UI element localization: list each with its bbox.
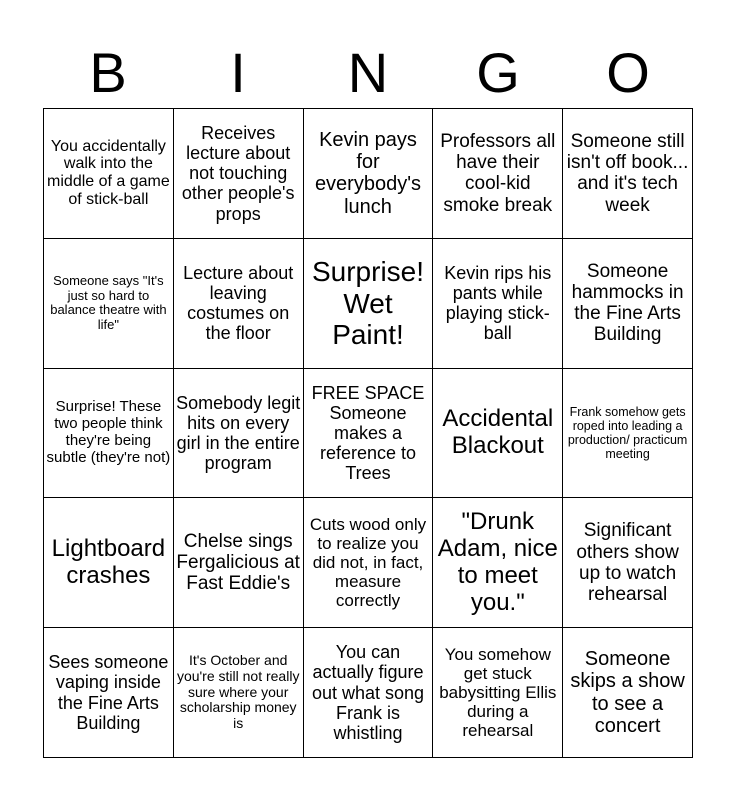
cell-text: Surprise! These two people think they're being subtle (they're not) xyxy=(46,398,171,466)
cell-text: Cuts wood only to realize you did not, in fact, measure correctly xyxy=(309,515,427,611)
cell-text: You can actually figure out what song Frank is whistling xyxy=(311,642,425,743)
cell-text: Accidental Blackout xyxy=(442,405,554,459)
bingo-cell-3-2[interactable] xyxy=(174,369,304,499)
bingo-cell-3-4[interactable] xyxy=(433,369,563,499)
bingo-cell-2-3[interactable] xyxy=(304,239,434,369)
cell-text: Lightboard crashes xyxy=(51,534,166,589)
cell-text: Professors all have their cool-kid smoke break xyxy=(440,130,556,216)
cell-text: Someone hammocks in the Fine Arts Building xyxy=(571,260,684,346)
bingo-cell-1-2[interactable] xyxy=(174,109,304,239)
bingo-grid xyxy=(43,108,693,758)
bingo-cell-4-5[interactable] xyxy=(563,498,693,628)
bingo-cell-3-1[interactable] xyxy=(44,369,174,499)
bingo-header xyxy=(43,38,693,108)
cell-text: Significant others show up to watch rehearsal xyxy=(576,520,679,606)
cell-text: You somehow get stuck babysitting Ellis during a rehearsal xyxy=(439,645,557,741)
cell-text: Surprise! Wet Paint! xyxy=(311,256,425,350)
bingo-cell-5-2[interactable] xyxy=(174,628,304,758)
bingo-cell-2-1[interactable] xyxy=(44,239,174,369)
bingo-cell-4-4[interactable] xyxy=(433,498,563,628)
bingo-cell-5-1[interactable] xyxy=(44,628,174,758)
bingo-cell-4-3[interactable] xyxy=(304,498,434,628)
cell-text: Sees someone vaping inside the Fine Arts Building xyxy=(48,652,169,733)
cell-text: Lecture about leaving costumes on the floor xyxy=(183,262,294,344)
header-letter-n: N xyxy=(347,41,389,104)
bingo-cell-1-3[interactable] xyxy=(304,109,434,239)
cell-text: FREE SPACE Someone makes a reference to Trees xyxy=(311,382,425,484)
cell-text: Someone skips a show to see a concert xyxy=(570,647,685,737)
cell-text: Someone says "It's just so hard to balance theatre with life" xyxy=(50,273,167,332)
header-letter-o: O xyxy=(606,41,650,104)
bingo-cell-1-4[interactable] xyxy=(433,109,563,239)
header-letter-i: I xyxy=(230,41,246,104)
bingo-cell-3-3[interactable] xyxy=(304,369,434,499)
cell-text: Frank somehow gets roped into leading a production/ practicum meeting xyxy=(567,404,688,461)
bingo-cell-2-4[interactable] xyxy=(433,239,563,369)
bingo-cell-4-1[interactable] xyxy=(44,498,174,628)
cell-text: It's October and you're still not really sure where your scholarship money is xyxy=(176,652,300,732)
bingo-cell-5-3[interactable] xyxy=(304,628,434,758)
bingo-cell-5-5[interactable] xyxy=(563,628,693,758)
cell-text: Chelse sings Fergalicious at Fast Eddie's xyxy=(176,530,300,595)
cell-text: Somebody legit hits on every girl in the entire program xyxy=(176,392,301,474)
cell-text: You accidentally walk into the middle of a game of stick-ball xyxy=(47,137,170,209)
bingo-cell-1-5[interactable] xyxy=(563,109,693,239)
bingo-cell-1-1[interactable] xyxy=(44,109,174,239)
cell-text: Kevin rips his pants while playing stick-ball xyxy=(444,262,552,344)
cell-text: Kevin pays for everybody's lunch xyxy=(314,128,422,218)
bingo-cell-3-5[interactable] xyxy=(563,369,693,499)
bingo-cell-5-4[interactable] xyxy=(433,628,563,758)
cell-text: "Drunk Adam, nice to meet you." xyxy=(437,508,558,616)
cell-text: Someone still isn't off book... and it's tech week xyxy=(566,130,689,216)
cell-text: Receives lecture about not touching other people's props xyxy=(181,123,295,224)
bingo-cell-4-2[interactable] xyxy=(174,498,304,628)
bingo-cell-2-2[interactable] xyxy=(174,239,304,369)
header-letter-b: B xyxy=(89,41,127,104)
bingo-cell-2-5[interactable] xyxy=(563,239,693,369)
header-letter-g: G xyxy=(476,41,520,104)
